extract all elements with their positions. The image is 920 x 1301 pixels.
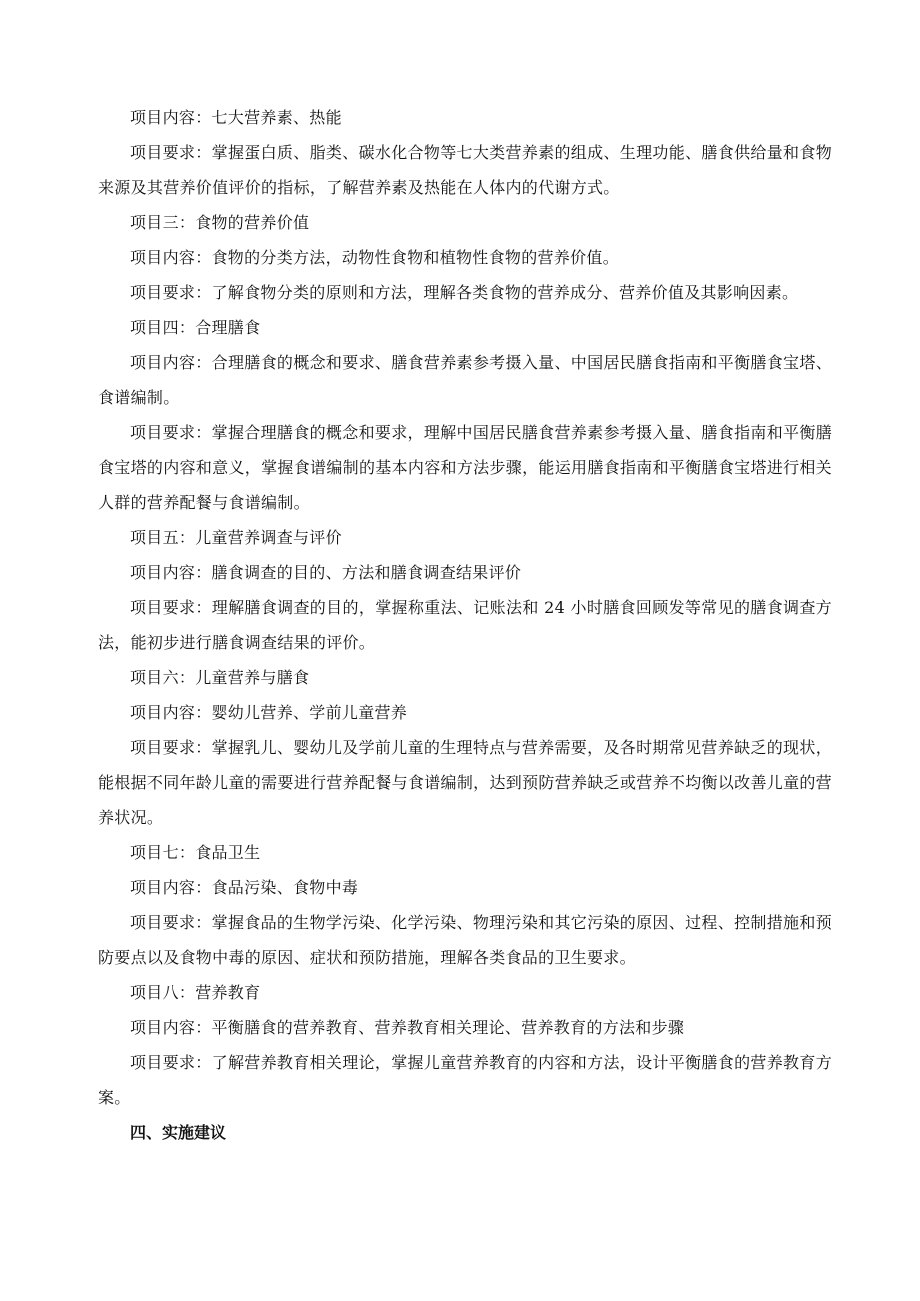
paragraph-project-seven-content: 项目内容：食品污染、食物中毒 xyxy=(130,878,359,897)
paragraph-project-eight-title: 项目八：营养教育 xyxy=(130,983,261,1002)
paragraph-project-six-title: 项目六：儿童营养与膳食 xyxy=(130,668,310,687)
paragraph-project-four-content: 项目内容：合理膳食的概念和要求、膳食营养素参考摄入量、中国居民膳食指南和平衡膳食宝塔、食谱编制。 xyxy=(98,353,832,407)
paragraph-project-three-requirements: 项目要求：了解食物分类的原则和方法，理解各类食物的营养成分、营养价值及其影响因素。 xyxy=(130,283,799,302)
paragraph-project-five-content: 项目内容：膳食调查的目的、方法和膳食调查结果评价 xyxy=(130,563,522,582)
paragraph-project-five-title: 项目五：儿童营养调查与评价 xyxy=(130,528,342,547)
document-body xyxy=(98,100,832,1150)
paragraph-project-seven-title: 项目七：食品卫生 xyxy=(130,843,261,862)
paragraph-item-content-nutrients: 项目内容：七大营养素、热能 xyxy=(130,108,342,127)
paragraph-project-four-title: 项目四：合理膳食 xyxy=(130,318,261,337)
paragraph-project-three-title: 项目三：食物的营养价值 xyxy=(130,213,310,232)
paragraph-project-six-content: 项目内容：婴幼儿营养、学前儿童营养 xyxy=(130,703,408,722)
section-heading: 四、实施建议 xyxy=(130,1123,227,1142)
paragraph-project-six-requirements: 项目要求：掌握乳儿、婴幼儿及学前儿童的生理特点与营养需要，及各时期常见营养缺乏的现状，能根据不同年龄儿童的需要进行营养配餐与食谱编制，达到预防营养缺乏或营养不均衡以改善儿童的营养状况。 xyxy=(98,738,832,827)
paragraph-project-eight-content: 项目内容：平衡膳食的营养教育、营养教育相关理论、营养教育的方法和步骤 xyxy=(130,1018,685,1037)
paragraph-project-seven-requirements: 项目要求：掌握食品的生物学污染、化学污染、物理污染和其它污染的原因、过程、控制措施和预防要点以及食物中毒的原因、症状和预防措施，理解各类食品的卫生要求。 xyxy=(98,913,832,967)
paragraph-project-three-content: 项目内容：食物的分类方法，动物性食物和植物性食物的营养价值。 xyxy=(130,248,620,267)
paragraph-item-requirements-nutrients: 项目要求：掌握蛋白质、脂类、碳水化合物等七大类营养素的组成、生理功能、膳食供给量和食物来源及其营养价值评价的指标，了解营养素及热能在人体内的代谢方式。 xyxy=(98,143,832,197)
paragraph-project-four-requirements: 项目要求：掌握合理膳食的概念和要求，理解中国居民膳食营养素参考摄入量、膳食指南和平衡膳食宝塔的内容和意义，掌握食谱编制的基本内容和方法步骤，能运用膳食指南和平衡膳食宝塔进行相关人群的营养配餐与食谱编制。 xyxy=(98,423,832,512)
paragraph-project-eight-requirements: 项目要求：了解营养教育相关理论，掌握儿童营养教育的内容和方法，设计平衡膳食的营养教育方案。 xyxy=(98,1053,832,1107)
paragraph-project-five-requirements: 项目要求：理解膳食调查的目的，掌握称重法、记账法和 24 小时膳食回顾发等常见的膳食调查方法，能初步进行膳食调查结果的评价。 xyxy=(98,598,832,652)
